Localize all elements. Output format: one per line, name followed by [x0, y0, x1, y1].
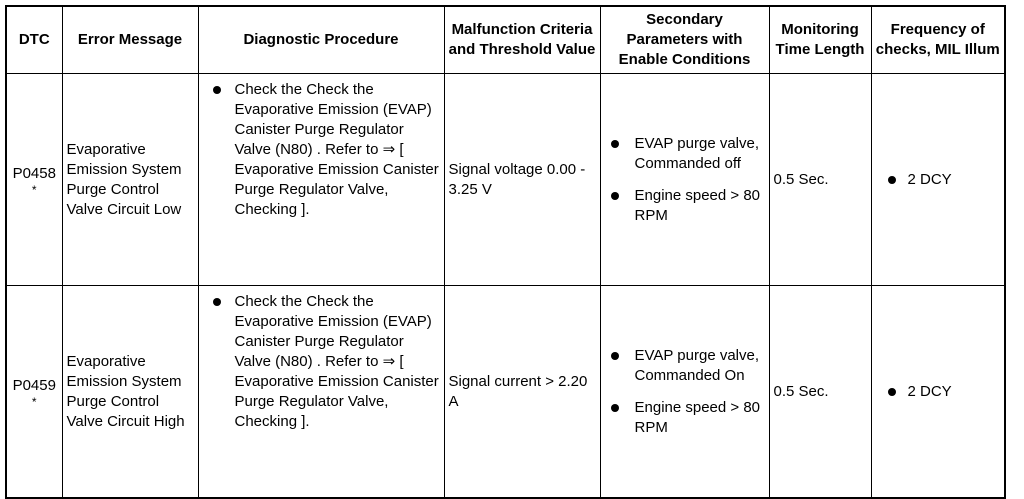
secondary-item: EVAP purge valve, Commanded off	[605, 134, 765, 174]
secondary-cell	[600, 286, 769, 499]
procedure-list	[203, 80, 440, 220]
error-message-cell: Evaporative Emission System Purge Control Valve Circuit High	[62, 286, 198, 499]
procedure-item: Check the Check the Evaporative Emission (EVAP) Canister Purge Regulator Valve (N80) . Refer to ⇒ [ Evaporative Emission Canister Purge Regulator Valve, Checking ].	[203, 80, 440, 220]
monitoring-time-cell: 0.5 Sec.	[769, 286, 871, 499]
dtc-code: P0458	[12, 164, 56, 182]
procedure-item: Check the Check the Evaporative Emission (EVAP) Canister Purge Regulator Valve (N80) . Refer to ⇒ [ Evaporative Emission Canister Purge Regulator Valve, Checking ].	[203, 292, 440, 432]
header-dtc: DTC	[6, 6, 62, 74]
frequency-item: 2 DCY	[876, 170, 1001, 190]
criteria-cell: Signal current > 2.20 A	[444, 286, 600, 499]
dtc-cell	[6, 74, 62, 286]
header-diagnostic-procedure: Diagnostic Procedure	[198, 6, 444, 74]
frequency-cell	[871, 74, 1005, 286]
frequency-item: 2 DCY	[876, 382, 1001, 402]
secondary-list	[605, 346, 765, 438]
criteria-cell: Signal voltage 0.00 - 3.25 V	[444, 74, 600, 286]
secondary-item: Engine speed > 80 RPM	[605, 186, 765, 226]
header-secondary-parameters: Secondary Parameters with Enable Conditions	[600, 6, 769, 74]
frequency-list	[876, 170, 1001, 190]
header-monitoring-time: Monitoring Time Length	[769, 6, 871, 74]
error-message-cell: Evaporative Emission System Purge Control Valve Circuit Low	[62, 74, 198, 286]
procedure-cell	[198, 286, 444, 499]
secondary-cell	[600, 74, 769, 286]
header-error-message: Error Message	[62, 6, 198, 74]
secondary-list	[605, 134, 765, 226]
dtc-cell	[6, 286, 62, 499]
secondary-item: EVAP purge valve, Commanded On	[605, 346, 765, 386]
frequency-cell	[871, 286, 1005, 499]
header-frequency: Frequency of checks, MIL Illum	[871, 6, 1005, 74]
dtc-table	[5, 5, 1006, 499]
dtc-note: *	[31, 182, 37, 197]
dtc-code: P0459	[12, 376, 56, 394]
secondary-item: Engine speed > 80 RPM	[605, 398, 765, 438]
procedure-list	[203, 292, 440, 432]
frequency-list	[876, 382, 1001, 402]
monitoring-time-cell: 0.5 Sec.	[769, 74, 871, 286]
table-row	[6, 286, 1005, 499]
table-row	[6, 74, 1005, 286]
header-malfunction-criteria: Malfunction Criteria and Threshold Value	[444, 6, 600, 74]
header-row	[6, 6, 1005, 74]
dtc-note: *	[31, 394, 37, 409]
procedure-cell	[198, 74, 444, 286]
